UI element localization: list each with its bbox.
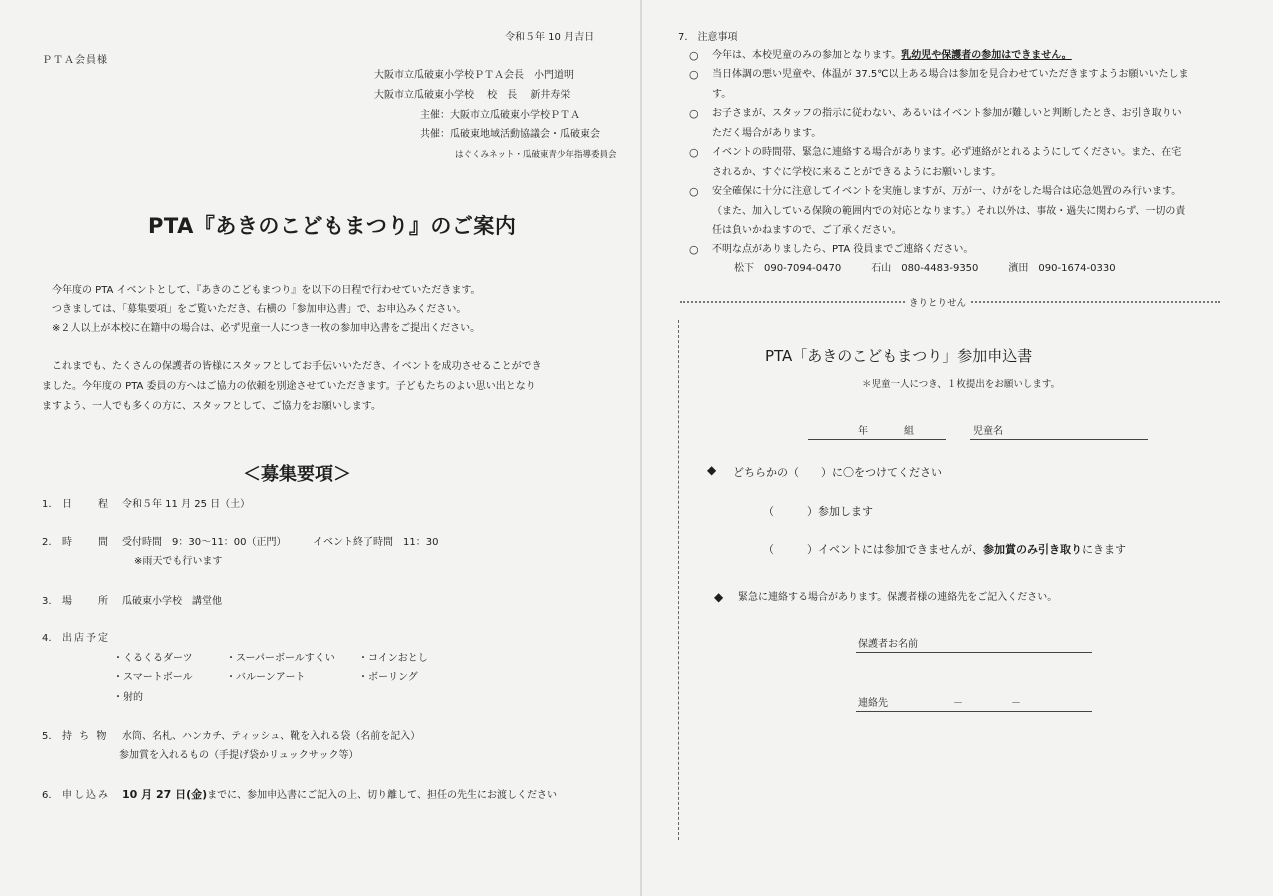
note-text-cont: されるか、すぐに学校に来ることができるようにお願いします。 — [712, 166, 1002, 178]
appeal-line-2: ました。今年度の PTA 委員の方へはご協力の依頼を別途させていただきます。子どもたちのよい思い出となり — [42, 381, 536, 392]
class-label: 組 — [904, 426, 914, 437]
child-name-field[interactable] — [970, 423, 1148, 440]
sender-cohost-2: はぐくみネット・瓜破東青少年指導委員会 — [455, 150, 617, 160]
note-item — [689, 143, 1249, 182]
application-deadline: 10 月 27 日(金) — [122, 788, 208, 801]
appeal-line-1: これまでも、たくさんの保護者の皆様にスタッフとしてお手伝いいただき、イベントを成功させることができ — [52, 361, 542, 372]
item-application — [42, 788, 557, 803]
addressee: ＰＴＡ会員様 — [42, 55, 108, 66]
item-schedule-no: 1. — [42, 499, 52, 510]
note-text-cont: ただく場合があります。 — [712, 127, 822, 139]
option-prize-only-emphasis: 参加賞のみ引き取り — [983, 543, 1082, 556]
sender-host: 主催：大阪市立瓜破東小学校ＰＴＡ — [420, 110, 580, 121]
form-subtitle: ＊児童一人につき、１枚提出をお願いします。 — [862, 379, 1061, 390]
contact-phone-field[interactable] — [856, 695, 1092, 712]
item-application-label: 申し込み — [62, 790, 110, 801]
item-shops-no: 4. — [42, 633, 52, 644]
item-belongings-no: 5. — [42, 731, 52, 742]
item-shops-label: 出店予定 — [62, 633, 110, 644]
circle-bullet-icon: ○ — [689, 243, 699, 256]
shop-item: ・スーパーボールすくい — [226, 653, 335, 664]
note-text: お子さまが、スタッフの指示に従わない、あるいはイベント参加が難しいと判断したとき、お引き取りい — [712, 108, 1182, 119]
item-schedule-value: 令和５年 11 月 25 日（土） — [122, 499, 251, 510]
note-emphasis: 乳幼児や保護者の参加はできません。 — [901, 50, 1072, 61]
cut-line-label: きりとりせん — [905, 295, 970, 309]
intro-line-3: ※２人以上が本校に在籍中の場合は、必ず児童一人につき一枚の参加申込書をご提出ください。 — [52, 323, 481, 334]
shop-item: ・射的 — [113, 692, 143, 703]
item-belongings — [42, 730, 420, 744]
note-item — [689, 182, 1249, 241]
note-item — [689, 240, 1249, 260]
form-title: PTA「あきのこどもまつり」参加申込書 — [765, 347, 1033, 365]
phone-separator: － — [953, 698, 963, 709]
sender-pta-president: 大阪市立瓜破東小学校ＰＴＡ会長 小門道明 — [374, 70, 574, 81]
item-time-label: 時 間 — [62, 537, 110, 548]
shop-item: ・コインおとし — [358, 653, 428, 664]
option-prize-only-text: （ ）イベントには参加できませんが、 — [763, 543, 983, 556]
circle-bullet-icon: ○ — [689, 185, 699, 198]
emergency-contact-note: 緊急に連絡する場合があります。保護者様の連絡先をご記入ください。 — [738, 592, 1058, 603]
contact-label: 連絡先 — [858, 698, 888, 709]
option-participate[interactable]: （ ）参加します — [763, 505, 873, 518]
grade-label: 年 — [858, 426, 868, 437]
child-name-label: 児童名 — [973, 426, 1003, 437]
item-schedule-label: 日 程 — [62, 499, 110, 510]
phone-separator: － — [1011, 698, 1021, 709]
shop-item: ・バルーンアート — [226, 672, 306, 683]
appeal-line-3: ますよう、一人でも多くの方に、スタッフとして、ご協力をお願いします。 — [42, 401, 381, 412]
note-text: 安全確保に十分に注意してイベントを実施しますが、万が一、けがをした場合は応急処置のみ行います。 — [712, 186, 1182, 197]
note-item — [689, 65, 1249, 104]
circle-bullet-icon: ○ — [689, 68, 699, 81]
item-schedule — [42, 498, 250, 512]
diamond-bullet-icon: ◆ — [714, 590, 724, 604]
document-title: PTA『あきのこどもまつり』のご案内 — [148, 214, 517, 238]
note-text: 当日体調の悪い児童や、体温が 37.5℃以上ある場合は参加を見合わせていただきますようお願いいたしま — [712, 69, 1189, 80]
diamond-bullet-icon: ◆ — [707, 463, 717, 477]
grade-class-field[interactable] — [808, 423, 946, 440]
guardian-name-label: 保護者お名前 — [858, 639, 918, 650]
item-time-value: 受付時間 9：30～11：00（正門） — [122, 537, 287, 548]
item-belongings-value: 水筒、名札、ハンカチ、ティッシュ、靴を入れる袋（名前を記入） — [122, 731, 421, 742]
note-item — [689, 104, 1249, 143]
item-time-end: イベント終了時間 11：30 — [313, 537, 439, 548]
note-text-cont: （また、加入している保険の範囲内での対応となります。）それ以外は、事故・過失に関わらず、一切の責 — [712, 205, 1186, 217]
circle-bullet-icon: ○ — [689, 107, 699, 120]
note-text-cont: す。 — [712, 88, 732, 100]
form-instruction: どちらかの（ ）に〇をつけてください — [733, 466, 942, 479]
shop-item: ・くるくるダーツ — [113, 653, 193, 664]
item-application-value: までに、参加申込書にご記入の上、切り離して、担任の先生にお渡しください — [207, 790, 557, 801]
circle-bullet-icon: ○ — [689, 49, 699, 62]
item-place-label: 場 所 — [62, 596, 110, 607]
section-title: ＜募集要項＞ — [243, 464, 351, 485]
item-place-value: 瓜破東小学校 講堂他 — [122, 596, 222, 607]
note-text: 今年は、本校児童のみの参加となります。 — [712, 50, 902, 61]
item-shops — [42, 632, 122, 646]
option-prize-only-text-end: にきます — [1082, 543, 1126, 556]
item-application-no: 6. — [42, 790, 52, 801]
sender-principal: 大阪市立瓜破東小学校 校 長 新井寿栄 — [374, 90, 571, 101]
intro-line-1: 今年度の PTA イベントとして、『あきのこどもまつり』を以下の日程で行わせていただきます。 — [52, 285, 481, 296]
item-place-no: 3. — [42, 596, 52, 607]
contact-list: 松下 090-7094-0470 石山 080-4483-9350 濱田 090-1674-0330 — [734, 263, 1116, 274]
intro-line-2: つきましては、「募集要項」をご覧いただき、右横の「参加申込書」で、お申込みください。 — [52, 304, 467, 315]
page-fold — [640, 0, 642, 896]
item-place — [42, 595, 222, 609]
sender-cohost: 共催：瓜破東地域活動協議会・瓜破東会 — [420, 129, 600, 140]
note-text-cont: 任は負いかねますので、ご了承ください。 — [712, 225, 902, 236]
date: 令和５年 10 月吉日 — [505, 32, 595, 43]
item-time-note: ※雨天でも行います — [134, 556, 223, 567]
guardian-name-field[interactable] — [856, 636, 1092, 653]
item-time-no: 2. — [42, 537, 52, 548]
note-text: イベントの時間帯、緊急に連絡する場合があります。必ず連絡がとれるようにしてください。また、在宅 — [712, 147, 1182, 158]
notes-heading: 7. 注意事項 — [678, 32, 738, 43]
item-belongings-label: 持 ち 物 — [62, 731, 109, 742]
circle-bullet-icon: ○ — [689, 146, 699, 159]
cut-line-vertical — [678, 320, 679, 840]
shop-item: ・スマートボール — [113, 672, 193, 683]
item-belongings-value-2: 参加賞を入れるもの（手提げ袋かリュックサック等） — [119, 750, 359, 761]
item-time — [42, 536, 287, 550]
shop-item: ・ボーリング — [358, 672, 418, 683]
note-text: 不明な点がありましたら、PTA 役員までご連絡ください。 — [712, 244, 974, 255]
note-item — [689, 46, 1249, 66]
option-prize-only[interactable] — [763, 541, 1126, 557]
